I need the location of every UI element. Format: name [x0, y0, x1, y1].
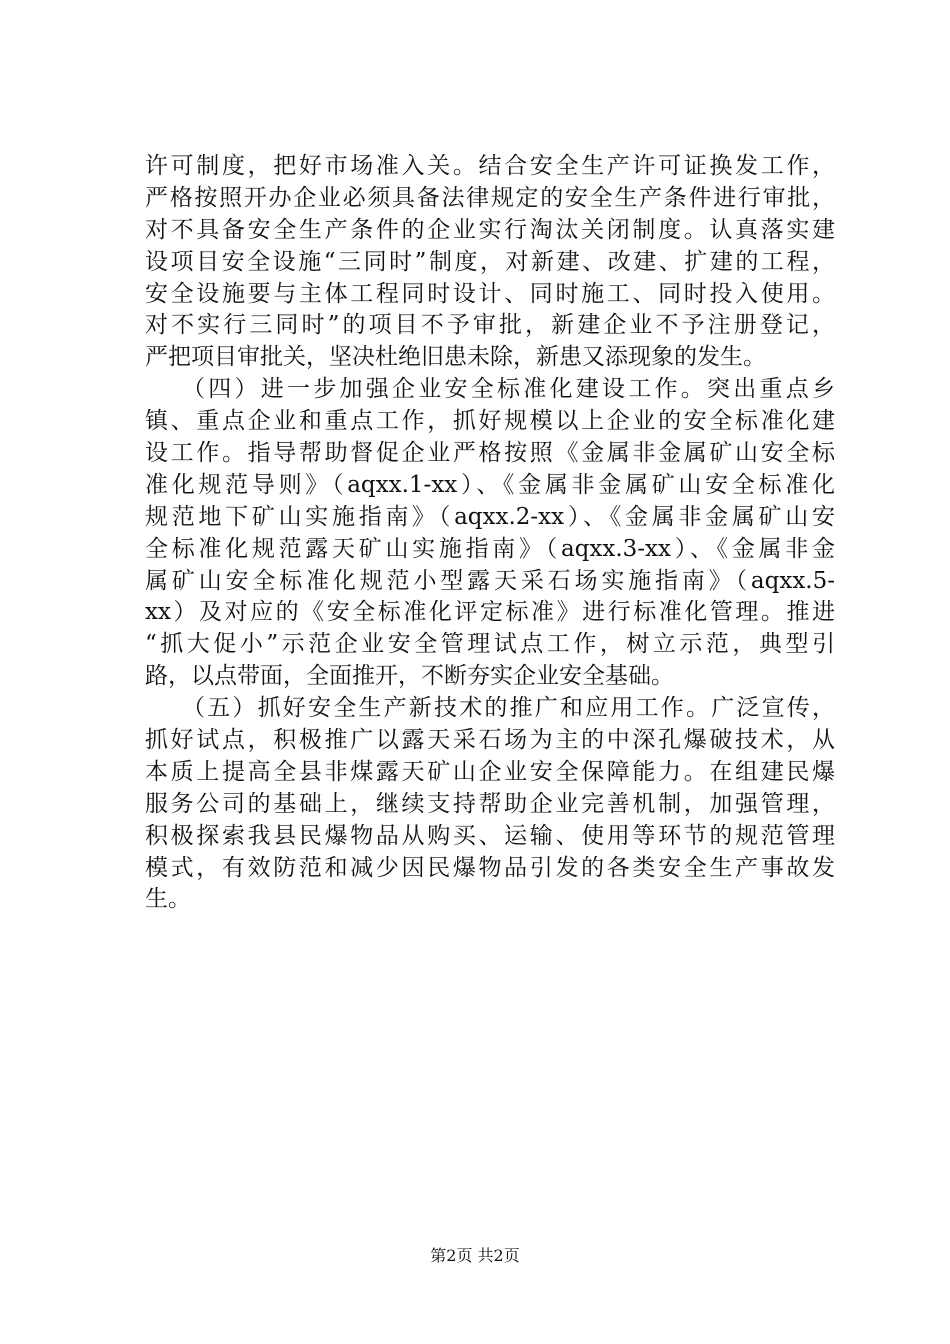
text-line: 镇、重点企业和重点工作，抓好规模以上企业的安全标准化建 [145, 408, 835, 435]
text-line: 设项目安全设施“三同时”制度，对新建、改建、扩建的工程， [145, 248, 835, 275]
text-line: 抓好试点，积极推广以露天采石场为主的中深孔爆破技术，从 [145, 727, 835, 754]
text-line: 对不实行三同时”的项目不予审批，新建企业不予注册登记， [145, 312, 835, 339]
text-line: 本质上提高全县非煤露天矿山企业安全保障能力。在组建民爆 [145, 758, 835, 785]
text-line: 规范地下矿山实施指南》（aqxx.2-xx）、《金属非金属矿山安 [145, 503, 835, 530]
text-line: 严格按照开办企业必须具备法律规定的安全生产条件进行审批， [145, 184, 835, 211]
text-line: xx）及对应的《安全标准化评定标准》进行标准化管理。推进 [145, 599, 835, 626]
text-line: 安全设施要与主体工程同时设计、同时施工、同时投入使用。 [145, 280, 835, 307]
text-line: 对不具备安全生产条件的企业实行淘汰关闭制度。认真落实建 [145, 216, 835, 243]
text-line: 积极探索我县民爆物品从购买、运输、使用等环节的规范管理 [145, 822, 835, 849]
text-line: 设工作。指导帮助督促企业严格按照《金属非金属矿山安全标 [145, 440, 835, 467]
paragraph-4-start: （四）进一步加强企业安全标准化建设工作。突出重点乡 [182, 376, 835, 403]
text-line: 生。 [145, 886, 191, 913]
text-line: 准化规范导则》（aqxx.1-xx）、《金属非金属矿山安全标准化 [145, 471, 835, 498]
text-line: 严把项目审批关，坚决杜绝旧患未除，新患又添现象的发生。 [145, 344, 766, 371]
text-line: 模式，有效防范和减少因民爆物品引发的各类安全生产事故发 [145, 854, 835, 881]
text-line: 服务公司的基础上，继续支持帮助企业完善机制，加强管理， [145, 790, 835, 817]
text-line: 路，以点带面，全面推开，不断夯实企业安全基础。 [145, 663, 674, 690]
text-line: 属矿山安全标准化规范小型露天采石场实施指南》（aqxx.5- [145, 567, 835, 594]
page-number-footer: 第2页 共2页 [430, 1246, 520, 1265]
document-body [145, 151, 835, 916]
text-line: “抓大促小”示范企业安全管理试点工作，树立示范，典型引 [145, 631, 835, 658]
paragraph-5-start: （五）抓好安全生产新技术的推广和应用工作。广泛宣传， [182, 695, 835, 722]
text-line: 许可制度，把好市场准入关。结合安全生产许可证换发工作， [145, 153, 835, 179]
text-line: 全标准化规范露天矿山实施指南》（aqxx.3-xx）、《金属非金 [145, 535, 835, 562]
